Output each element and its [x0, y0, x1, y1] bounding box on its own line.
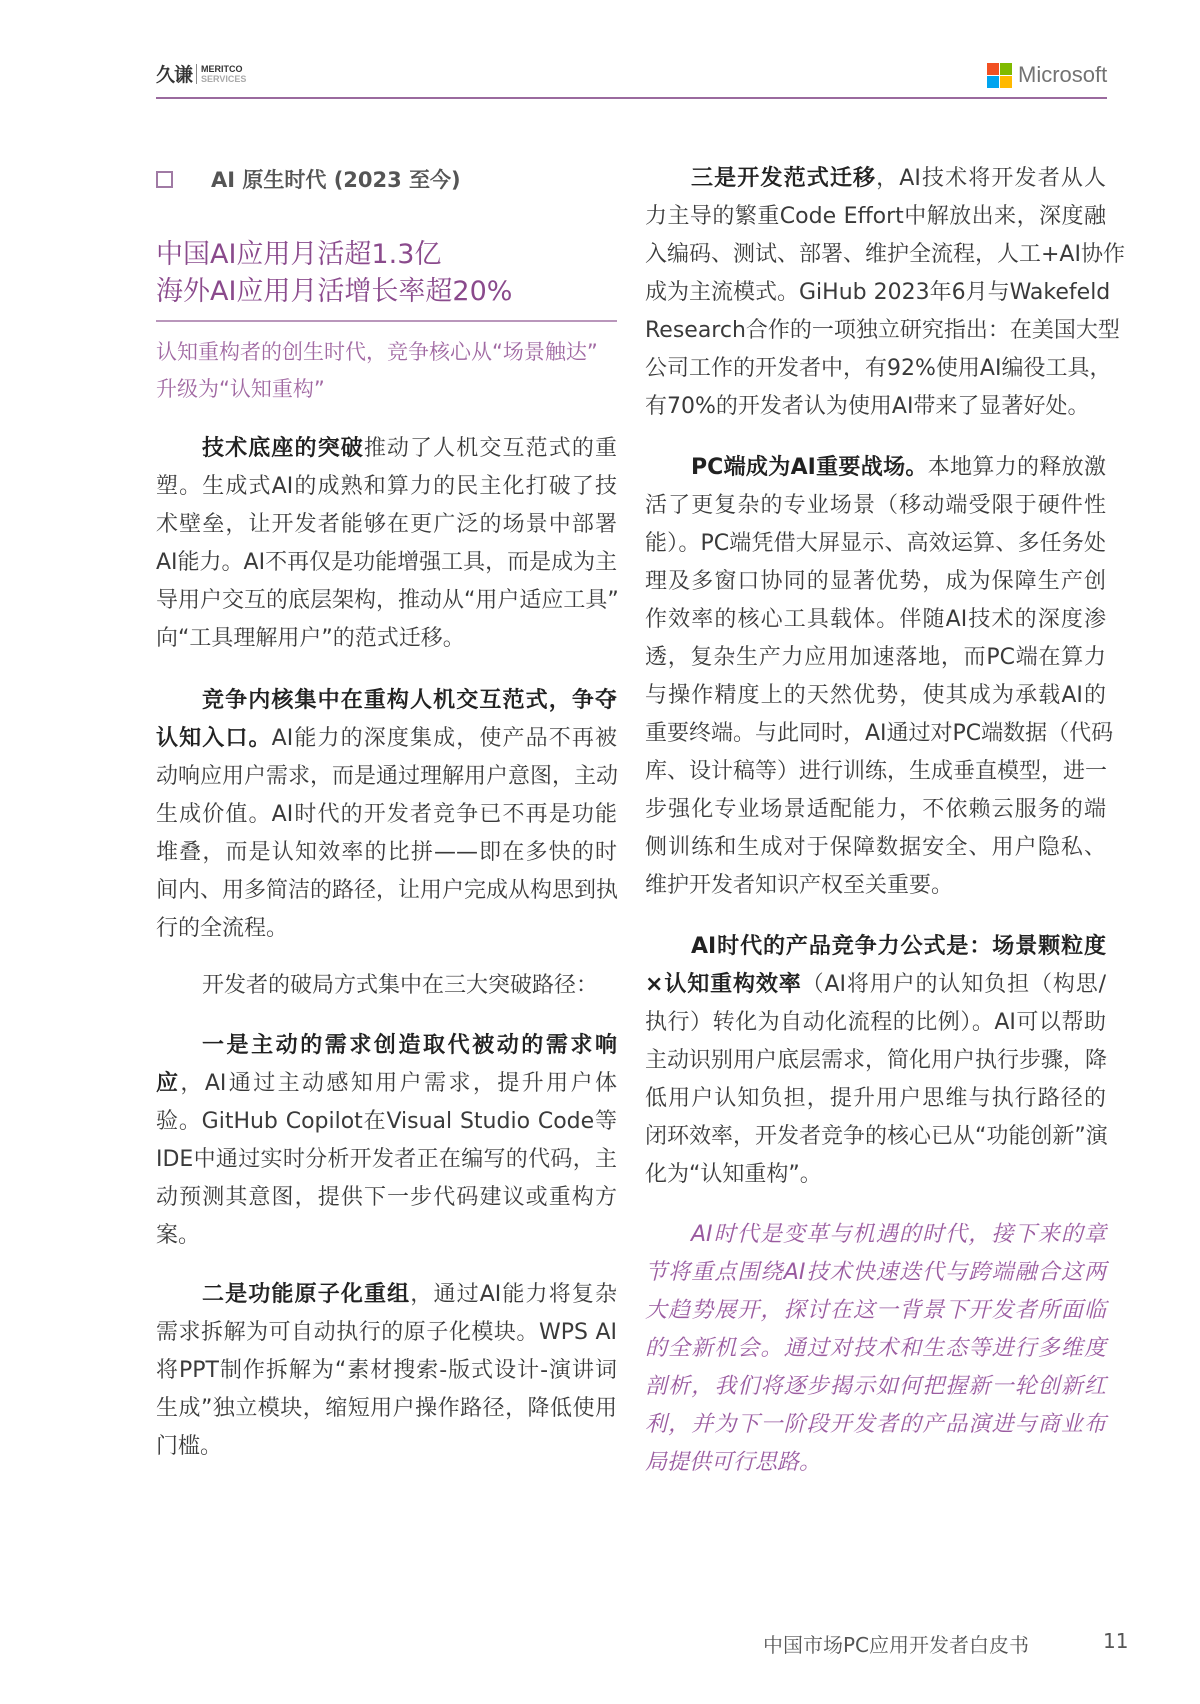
headline: [156, 236, 512, 310]
subtitle-line: 认知重构者的创生时代，竞争核心从“场景触达”: [156, 340, 598, 364]
text-line: [645, 236, 1125, 274]
text-line: [156, 1065, 617, 1103]
headline-divider: [156, 320, 617, 322]
text-line: [645, 1156, 1106, 1194]
body-text: AI能力的深度集成，使产品不再被: [271, 726, 617, 751]
text-line: [645, 791, 1106, 829]
text-line: [645, 1080, 1106, 1118]
microsoft-squares-icon: [987, 63, 1012, 88]
text-line: [645, 1004, 1106, 1042]
page-number: 11: [1103, 1629, 1129, 1653]
text-line: [645, 966, 1106, 1004]
text-line: [156, 720, 617, 758]
body-text: 开发者的破局方式集中在三大突破路径：: [202, 973, 599, 998]
text-line: [645, 1330, 1106, 1368]
body-text: 动预测其意图，提供下一步代码建议或重构方: [156, 1185, 617, 1210]
body-text: AI时代是变革与机遇的时代，接下来的章: [691, 1222, 1106, 1247]
closing-paragraph: [645, 1216, 1106, 1482]
body-text: 侧训练和生成对于保障数据安全、用户隐私、: [645, 835, 1106, 860]
body-text: 作效率的核心工具载体。伴随AI技术的深度渗: [645, 607, 1106, 632]
body-text: 的全新机会。通过对技术和生态等进行多维度: [645, 1336, 1106, 1361]
body-text: 行的全流程。: [156, 916, 289, 941]
text-line: [645, 1118, 1106, 1156]
text-line: [645, 388, 1106, 426]
text-line: [645, 449, 1106, 487]
text-line: [645, 350, 1112, 388]
body-text: 与操作精度上的天然优势，使其成为承载AI的: [645, 683, 1106, 708]
body-text: 导用户交互的底层架构，推动从“用户适应工具”: [156, 588, 619, 613]
text-line: [156, 506, 617, 544]
bold-lead-text: 竞争内核集中在重构人机交互范式，争夺: [202, 688, 617, 713]
body-text: 活了更复杂的专业场景（移动端受限于硬件性: [645, 493, 1106, 518]
body-text: 公司工作的开发者中，有92%使用AI编役工具，: [645, 356, 1112, 381]
text-line: [645, 601, 1106, 639]
text-line: [645, 487, 1106, 525]
body-text: ，AI技术将开发者从人: [876, 166, 1106, 191]
paragraph: [156, 430, 617, 658]
body-text: 闭环效率，开发者竞争的核心已从“功能创新”演: [645, 1124, 1108, 1149]
body-text: 透，复杂生产力应用加速落地，而PC端在算力: [645, 645, 1106, 670]
body-text: 化为“认知重构”。: [645, 1162, 822, 1187]
paragraph: [645, 449, 1114, 905]
body-text: IDE中通过实时分析开发者正在编写的代码，主: [156, 1147, 617, 1172]
text-line: [645, 677, 1106, 715]
body-text: 案。: [156, 1223, 201, 1248]
text-line: [156, 468, 617, 506]
text-line: [156, 1027, 617, 1065]
text-line: [645, 715, 1114, 753]
paragraph: [645, 928, 1106, 1194]
text-line: [156, 796, 617, 834]
text-line: [156, 682, 617, 720]
logo-en-text: [201, 64, 246, 84]
text-line: [645, 639, 1106, 677]
headline-line: 海外AI应用月活增长率超20%: [156, 276, 513, 307]
body-text: （AI将用户的认知负担（构思/: [801, 972, 1107, 997]
text-line: [645, 928, 1106, 966]
bold-lead-text: 三是开发范式迁移: [691, 166, 877, 191]
text-line: [645, 867, 1106, 905]
body-text: 动响应用户需求，而是通过理解用户意图，主动: [156, 764, 619, 789]
section-title: AI 原生时代 (2023 至今): [211, 168, 461, 192]
text-line: [645, 829, 1106, 867]
body-text: 维护开发者知识产权至关重要。: [645, 873, 954, 898]
paragraph: [645, 160, 1125, 426]
bold-lead-text: 二是功能原子化重组: [202, 1282, 411, 1307]
body-text: 生成”独立模块，缩短用户操作路径，降低使用: [156, 1396, 617, 1421]
body-text: 步强化专业场景适配能力，不依赖云服务的端: [645, 797, 1106, 822]
body-text: 利，并为下一阶段开发者的产品演进与商业布: [645, 1412, 1106, 1437]
text-line: [156, 1428, 617, 1466]
text-line: [645, 1368, 1106, 1406]
text-line: [156, 1141, 617, 1179]
body-text: 大趋势展开，探讨在这一背景下开发者所面临: [645, 1298, 1106, 1323]
body-text: 堆叠，而是认知效率的比拼——即在多快的时: [156, 840, 617, 865]
text-line: [156, 1314, 617, 1352]
text-line: [156, 430, 617, 468]
header-divider: [156, 97, 1107, 99]
body-text: ，通过AI能力将复杂: [410, 1282, 617, 1307]
body-text: 间内、用多简洁的路径，让用户完成从构思到执: [156, 878, 619, 903]
text-line: [645, 274, 1111, 312]
text-line: [645, 312, 1120, 350]
text-line: [156, 1352, 617, 1390]
text-line: [645, 1292, 1106, 1330]
paragraph: [156, 682, 617, 948]
text-line: [156, 910, 617, 948]
body-text: 生成价值。AI时代的开发者竞争已不再是功能: [156, 802, 617, 827]
text-line: [645, 160, 1106, 198]
bold-lead-text: 应: [156, 1071, 181, 1096]
bold-lead-text: 技术底座的突破: [202, 436, 364, 461]
text-line: [645, 1444, 1106, 1482]
body-text: 入编码、测试、部署、维护全流程，人工+AI协作: [645, 242, 1125, 267]
microsoft-text: Microsoft: [1018, 62, 1108, 87]
body-text: 需求拆解为可自动执行的原子化模块。WPS AI: [156, 1320, 617, 1345]
body-text: 术壁垒，让开发者能够在更广泛的场景中部署: [156, 512, 617, 537]
body-text: 塑。生成式AI的成熟和算力的民主化打破了技: [156, 474, 617, 499]
text-line: [156, 967, 617, 1005]
text-line: [645, 563, 1106, 601]
logo-divider: [196, 64, 197, 84]
text-line: [645, 1216, 1106, 1254]
bold-lead-text: 一是主动的需求创造取代被动的需求响: [202, 1033, 617, 1058]
text-line: [156, 1390, 617, 1428]
body-text: AI能力。AI不再仅是功能增强工具，而是成为主: [156, 550, 618, 575]
text-line: [156, 834, 617, 872]
body-text: Research合作的一项独立研究指出：在美国大型: [645, 318, 1120, 343]
text-line: [156, 1103, 617, 1141]
subtitle-line: 升级为“认知重构”: [156, 377, 325, 401]
text-line: [156, 758, 617, 796]
text-line: [156, 582, 617, 620]
text-line: [645, 525, 1106, 563]
body-text: ，AI通过主动感知用户需求，提升用户体: [180, 1071, 617, 1096]
body-text: 将PPT制作拆解为“素材搜索-版式设计-演讲词: [156, 1358, 617, 1383]
text-line: [645, 1406, 1106, 1444]
paragraph: [156, 1276, 617, 1466]
text-line: [645, 1254, 1106, 1292]
body-text: 向“工具理解用户”的范式迁移。: [156, 626, 465, 651]
section-heading: [156, 164, 461, 194]
bold-lead-text: AI时代的产品竞争力公式是：场景颗粒度: [691, 934, 1106, 959]
body-text: 验。GitHub Copilot在Visual Studio Code等: [156, 1109, 617, 1134]
body-text: 节将重点围绕AI技术快速迭代与跨端融合这两: [645, 1260, 1106, 1285]
logo-cn-text: 久谦: [156, 64, 193, 86]
body-text: 重要终端。与此同时，AI通过对PC端数据（代码: [645, 721, 1114, 746]
body-text: 成为主流模式。GiHub 2023年6月与Wakefeld: [645, 280, 1111, 305]
text-line: [156, 620, 617, 658]
body-text: 低用户认知负担，提升用户思维与执行路径的: [645, 1086, 1106, 1111]
text-line: [156, 544, 617, 582]
paragraph: [156, 1027, 617, 1255]
body-text: 理及多窗口协同的显著优势，成为保障生产创: [645, 569, 1106, 594]
bold-lead-text: 认知入口。: [156, 726, 272, 751]
meritco-logo: [156, 60, 246, 87]
text-line: [645, 1042, 1106, 1080]
text-line: [156, 872, 617, 910]
paragraph: [156, 967, 617, 1005]
body-text: 门槛。: [156, 1434, 223, 1459]
body-text: 剖析，我们将逐步揭示如何把握新一轮创新红: [645, 1374, 1106, 1399]
bold-lead-text: PC端成为AI重要战场。: [691, 455, 928, 480]
text-line: [156, 1217, 617, 1255]
text-line: [645, 198, 1106, 236]
body-text: 库、设计稿等）进行训练，生成垂直模型，进一: [645, 759, 1108, 784]
logo-en-top: MERITCO: [201, 63, 243, 74]
body-text: 能）。PC端凭借大屏显示、高效运算、多任务处: [645, 531, 1106, 556]
body-text: 本地算力的释放激: [927, 455, 1106, 480]
footer-title: 中国市场PC应用开发者白皮书: [763, 1633, 1030, 1657]
subtitle: [156, 334, 617, 408]
microsoft-logo: [987, 62, 1107, 88]
headline-line: 中国AI应用月活超1.3亿: [156, 239, 442, 270]
logo-en-bottom: SERVICES: [201, 73, 247, 84]
body-text: 力主导的繁重Code Effort中解放出来，深度融: [645, 204, 1106, 229]
body-text: 推动了人机交互范式的重: [363, 436, 617, 461]
bold-lead-text: ×认知重构效率: [645, 972, 802, 997]
body-text: 主动识别用户底层需求，简化用户执行步骤，降: [645, 1048, 1108, 1073]
square-bullet-icon: [156, 171, 173, 188]
body-text: 局提供可行思路。: [645, 1450, 822, 1475]
body-text: 执行）转化为自动化流程的比例）。AI可以帮助: [645, 1010, 1106, 1035]
text-line: [156, 1179, 617, 1217]
body-text: 有70%的开发者认为使用AI带来了显著好处。: [645, 394, 1090, 419]
text-line: [645, 753, 1106, 791]
text-line: [156, 1276, 617, 1314]
